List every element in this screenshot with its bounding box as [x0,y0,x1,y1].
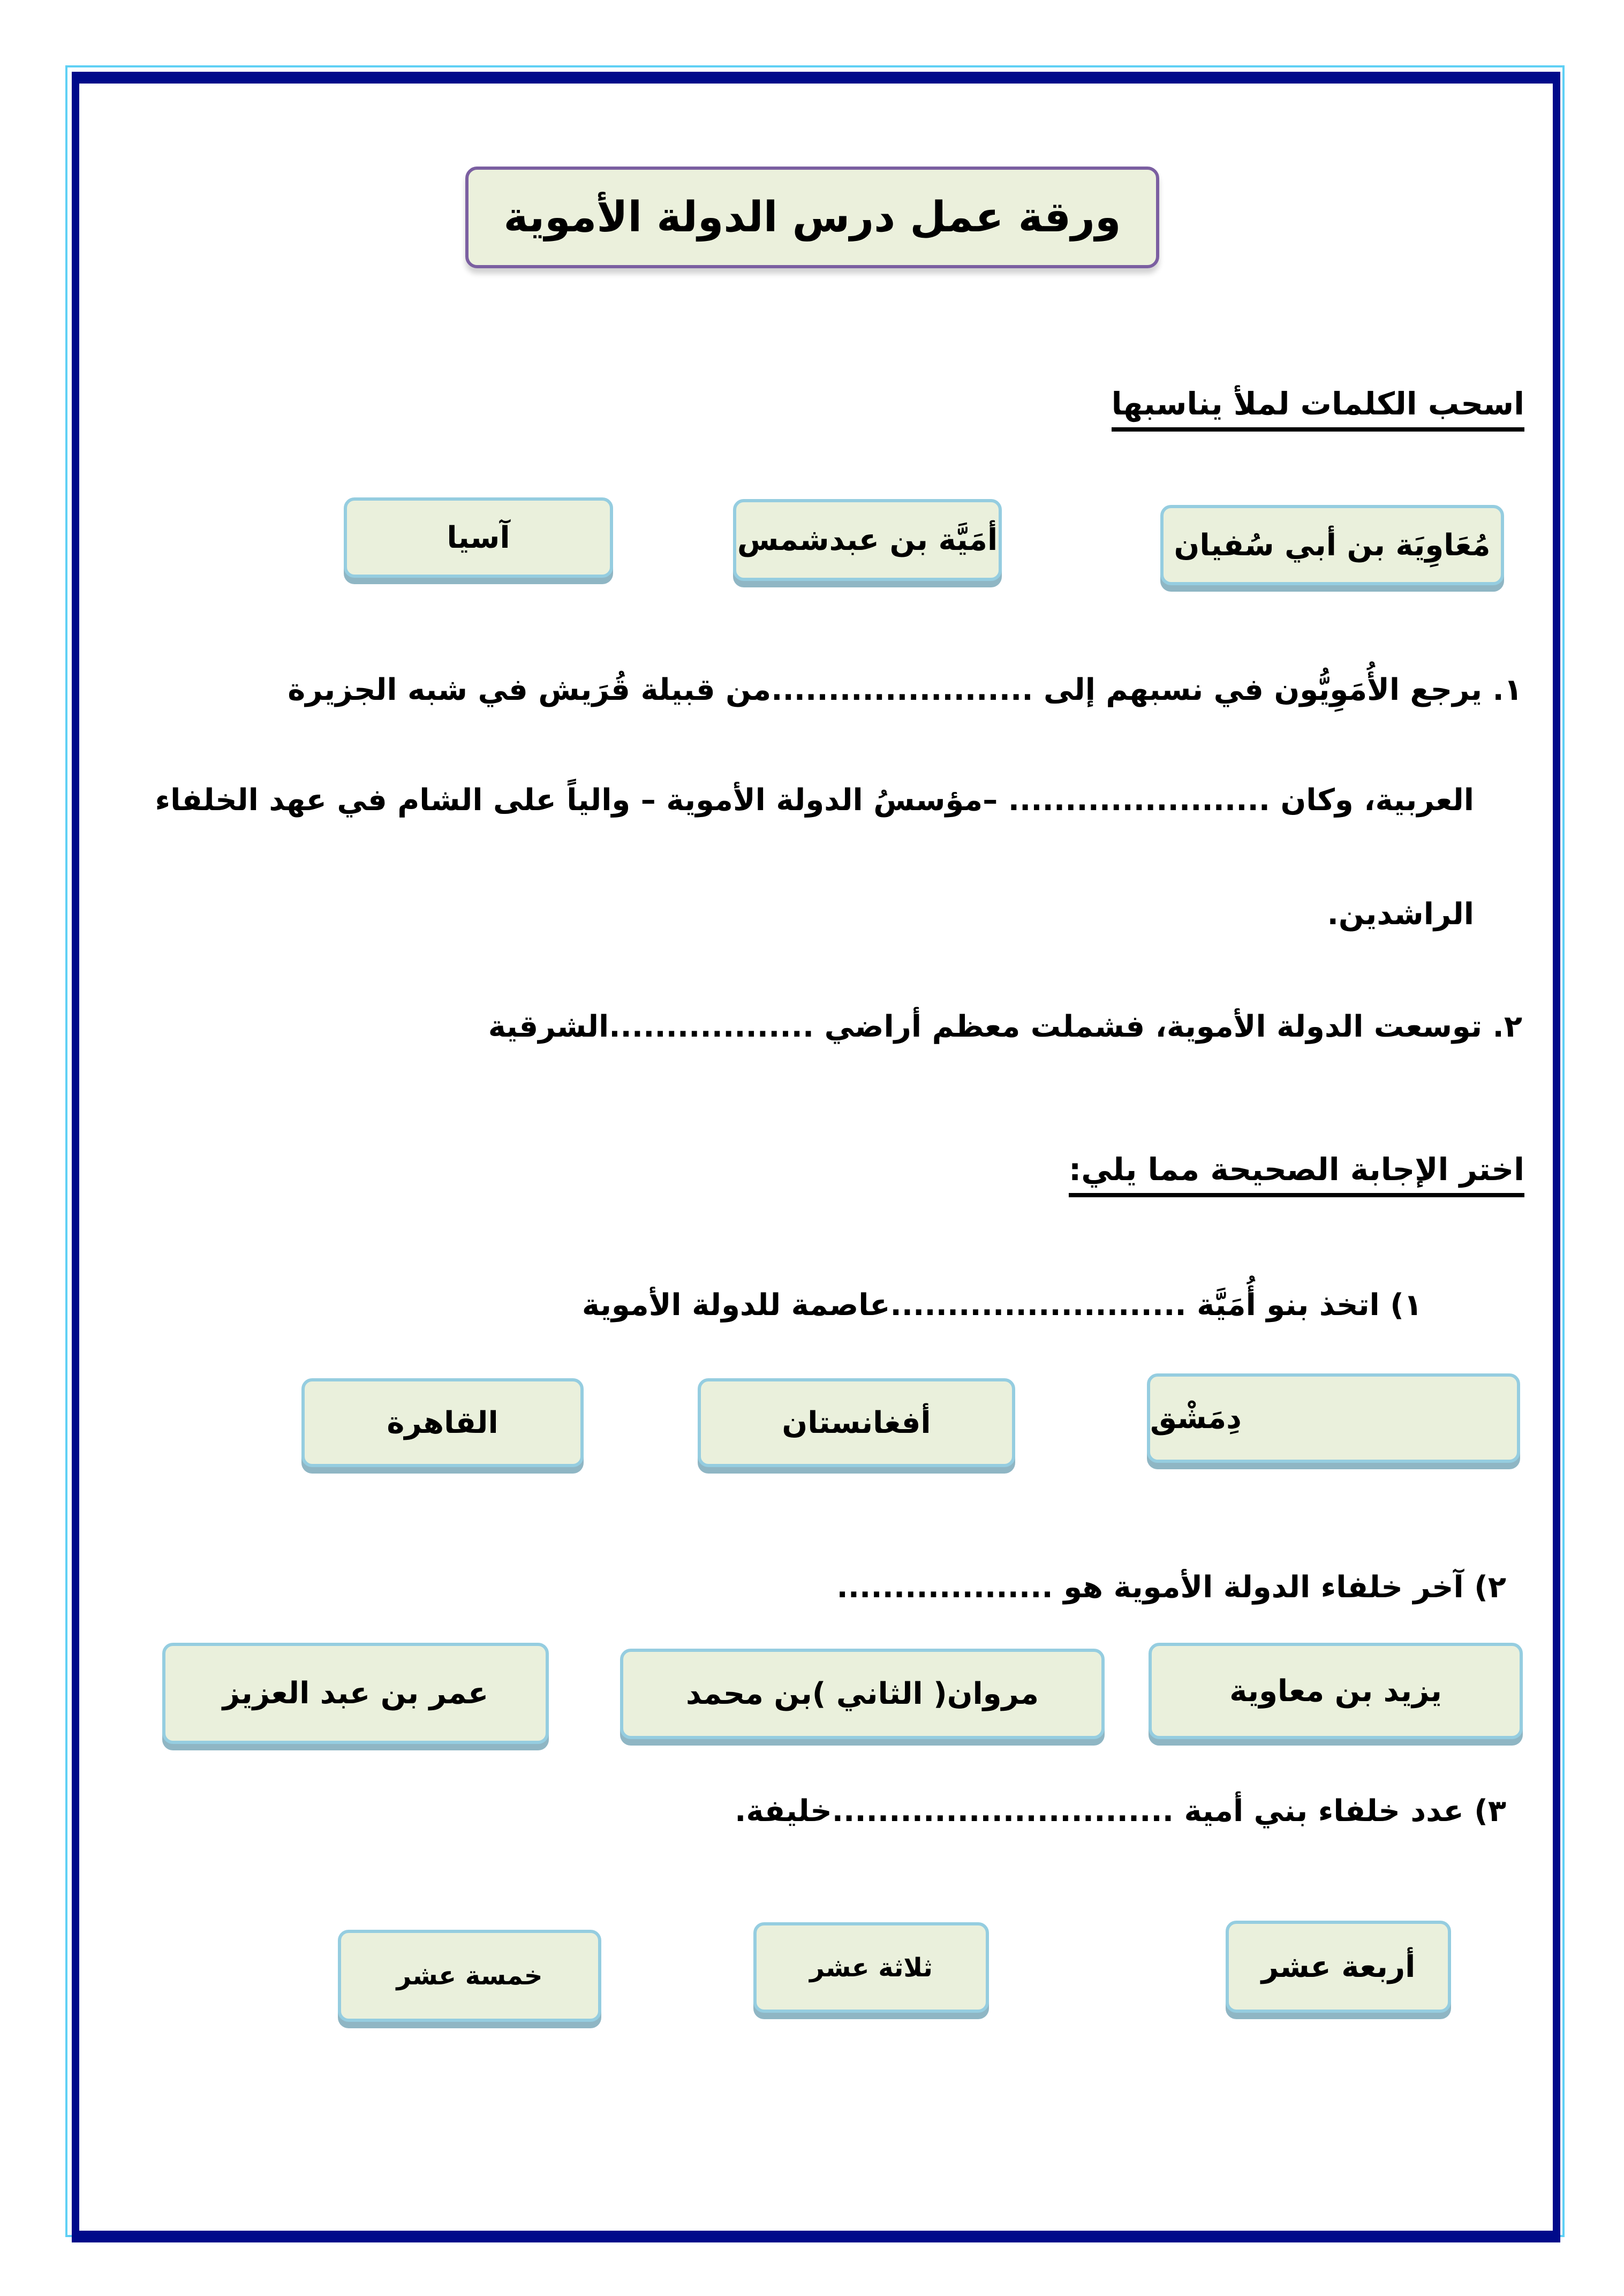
option-q2-umar[interactable]: عمر بن عبد العزيز [162,1643,549,1744]
option-q1-cairo[interactable]: القاهرة [301,1378,584,1467]
option-q1-damascus[interactable]: دِمَشْق [1147,1373,1520,1463]
fill-line-2: العربية، وكان ....................... –مؤسسُ الدولة الأموية – والياً على الشام في عهد الخلفاء [155,783,1474,818]
word-chip-muawiya[interactable]: مُعَاوِيَة بن أبي سُفيان [1160,505,1504,585]
option-q3-fourteen[interactable]: أربعة عشر [1226,1921,1451,2013]
option-q2-marwan[interactable]: مروان( الثاني )بن محمد [620,1649,1105,1739]
question-1: ١) اتخذ بنو أُمَيَّة ..........................عاصمة للدولة الأموية [581,1288,1422,1323]
option-q3-thirteen[interactable]: ثلاثة عشر [753,1922,989,2013]
word-chip-umayya[interactable]: أمَيَّة بن عبدشمس [733,499,1002,581]
option-q2-yazid[interactable]: يزيد بن معاوية [1149,1643,1523,1739]
option-q1-afghanistan[interactable]: أفغانستان [698,1378,1015,1467]
question-3: ٣) عدد خلفاء بني أمية ..............................خليفة. [735,1794,1506,1829]
question-2: ٢) آخر خلفاء الدولة الأموية هو ................... [836,1570,1506,1605]
option-q3-fifteen[interactable]: خمسة عشر [338,1930,601,2022]
section1-heading: اسحب الكلمات لملأ يناسبها [1112,386,1524,432]
section2-heading: اختر الإجابة الصحيحة مما يلي: [1069,1151,1524,1197]
fill-line-3: الراشدين. [1327,897,1474,932]
fill-line-4: ٢. توسعت الدولة الأموية، فشملت معظم أراضي ..................الشرقية [488,1009,1522,1044]
word-chip-asia[interactable]: آسيا [344,497,613,578]
fill-line-1: ١. يرجع الأُمَوِيُّون في نسبهم إلى .......................من قبيلة قُرَيش في شبه الجزيرة [288,673,1522,707]
worksheet-title: ورقة عمل درس الدولة الأموية [465,167,1159,268]
